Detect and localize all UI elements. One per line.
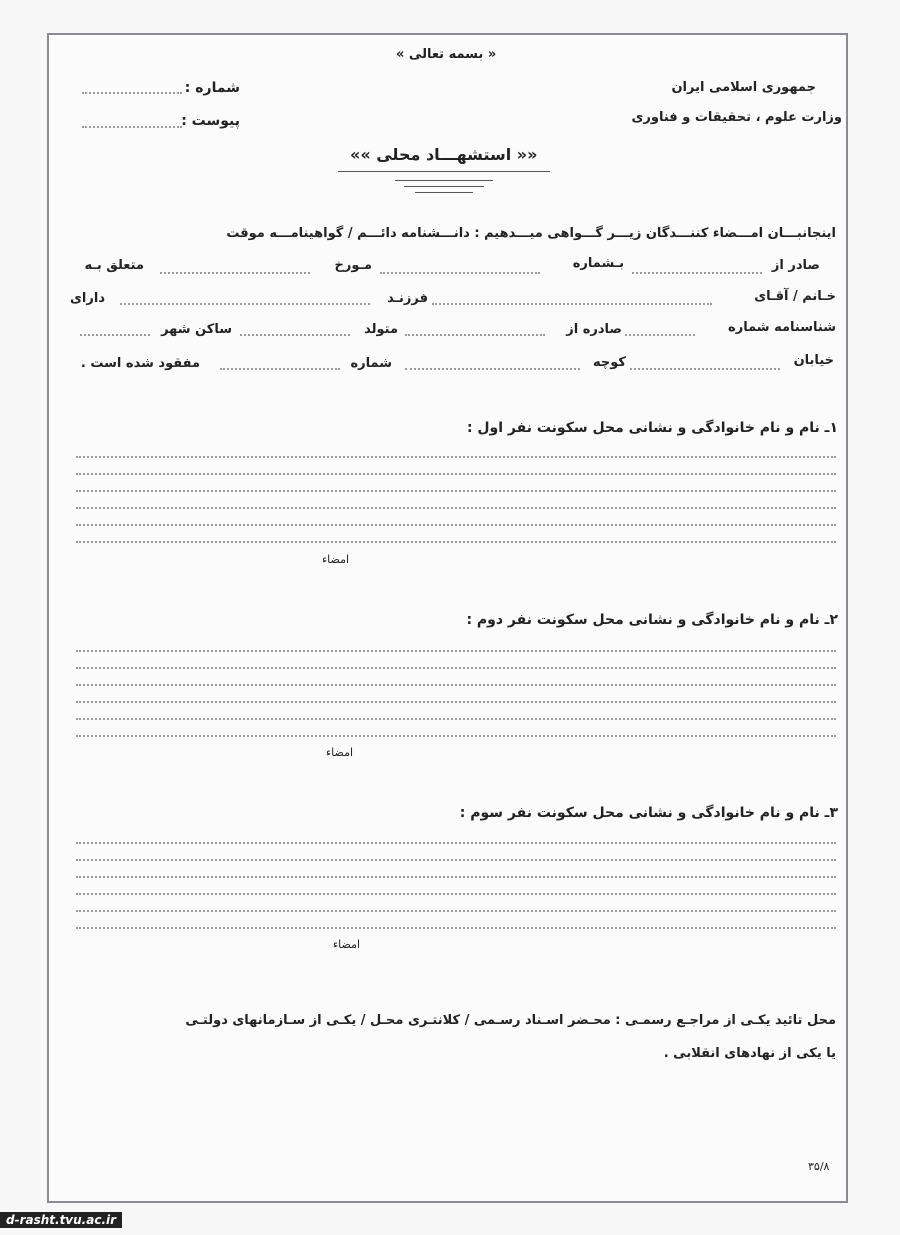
belonging-to-label: متعلق بـه — [84, 258, 144, 273]
witness1-line[interactable] — [76, 473, 836, 475]
witness3-heading: ۳ـ نام و نام خانوادگی و نشانی محل سکونت نفر سوم : — [459, 805, 838, 821]
dated-field[interactable] — [160, 272, 310, 274]
father-name-field[interactable] — [120, 303, 370, 305]
alley-label: کوچه — [593, 355, 626, 370]
name-field[interactable] — [432, 303, 712, 305]
witness2-signature: امضاء — [326, 746, 354, 759]
witness3-signature: امضاء — [333, 938, 361, 951]
verification-line1: محل تائید یکـی از مراجـع رسمـی : محـضر اسـناد رسـمی / کلانتـری محـل / یکـی از سـازمانهای دولتـی — [185, 1013, 836, 1028]
attachment-label: پیوست : — [181, 113, 240, 129]
ministry-label: وزارت علوم ، تحقیقات و فناوری — [631, 110, 842, 125]
holder-of-label: دارای — [70, 291, 105, 306]
witness2-heading: ۲ـ نام و نام خانوادگی و نشانی محل سکونت نفر دوم : — [466, 612, 838, 628]
issued-from-label: صادر از — [771, 258, 820, 273]
bismillah: « بسمه تعالی » — [396, 47, 497, 62]
witness2-line[interactable] — [76, 718, 836, 720]
witness1-line[interactable] — [76, 490, 836, 492]
title-underline-2 — [395, 180, 493, 181]
id-number-label: شناسنامه شماره — [728, 320, 836, 335]
witness1-line[interactable] — [76, 541, 836, 543]
witness2-line[interactable] — [76, 701, 836, 703]
witness3-line[interactable] — [76, 893, 836, 895]
house-number-field[interactable] — [220, 368, 340, 370]
number-label: شماره : — [184, 80, 240, 96]
witness1-line[interactable] — [76, 456, 836, 458]
witness2-line[interactable] — [76, 684, 836, 686]
witness1-signature: امضاء — [322, 553, 350, 566]
witness2-line[interactable] — [76, 735, 836, 737]
witness3-line[interactable] — [76, 842, 836, 844]
lost-label: مفقود شده است . — [80, 356, 200, 371]
statement-line1: اینجانبـــان امـــضاء کننـــدگان زیـــر گـــواهی میـــدهیم : دانـــشنامه دائـــم / گواهینامـــه موقت — [226, 226, 836, 241]
child-of-label: فرزنـد — [387, 291, 428, 306]
form-code: ۳۵/۸ — [808, 1160, 830, 1173]
born-label: متولد — [364, 322, 398, 337]
issued-at-field[interactable] — [405, 334, 545, 336]
resident-city-label: ساکن شهر — [161, 322, 232, 337]
city-field[interactable] — [80, 334, 150, 336]
witness2-line[interactable] — [76, 667, 836, 669]
dated-label: مـورخ — [334, 258, 372, 273]
form-title: «« استشهـــاد محلی »» — [350, 145, 538, 164]
title-underline-3 — [404, 186, 484, 187]
number-field[interactable] — [82, 92, 182, 94]
witness1-line[interactable] — [76, 507, 836, 509]
by-number-field[interactable] — [380, 272, 540, 274]
witness3-line[interactable] — [76, 910, 836, 912]
id-number-field[interactable] — [625, 334, 695, 336]
issued-from-field[interactable] — [632, 272, 762, 274]
house-number-label: شماره — [350, 356, 392, 371]
witness3-line[interactable] — [76, 927, 836, 929]
witness3-line[interactable] — [76, 876, 836, 878]
witness2-line[interactable] — [76, 650, 836, 652]
street-field[interactable] — [630, 368, 780, 370]
attachment-field[interactable] — [82, 126, 182, 128]
issued-at-label: صادره از — [566, 322, 622, 337]
title-underline-1 — [338, 171, 550, 172]
witness1-heading: ۱ـ نام و نام خانوادگی و نشانی محل سکونت نفر اول : — [466, 420, 838, 436]
watermark: d-rasht.tvu.ac.ir — [0, 1212, 122, 1228]
witness3-line[interactable] — [76, 859, 836, 861]
mr-mrs-label: خـانم / آقـای — [754, 289, 836, 304]
republic-label: جمهوری اسلامی ایران — [671, 80, 816, 95]
by-number-label: بـشماره — [572, 256, 624, 271]
title-underline-4 — [415, 192, 473, 193]
witness1-line[interactable] — [76, 524, 836, 526]
verification-line2: یا یکی از نهادهای انقلابی . — [663, 1046, 836, 1061]
alley-field[interactable] — [405, 368, 580, 370]
street-label: خیابان — [793, 353, 834, 368]
born-field[interactable] — [240, 334, 350, 336]
